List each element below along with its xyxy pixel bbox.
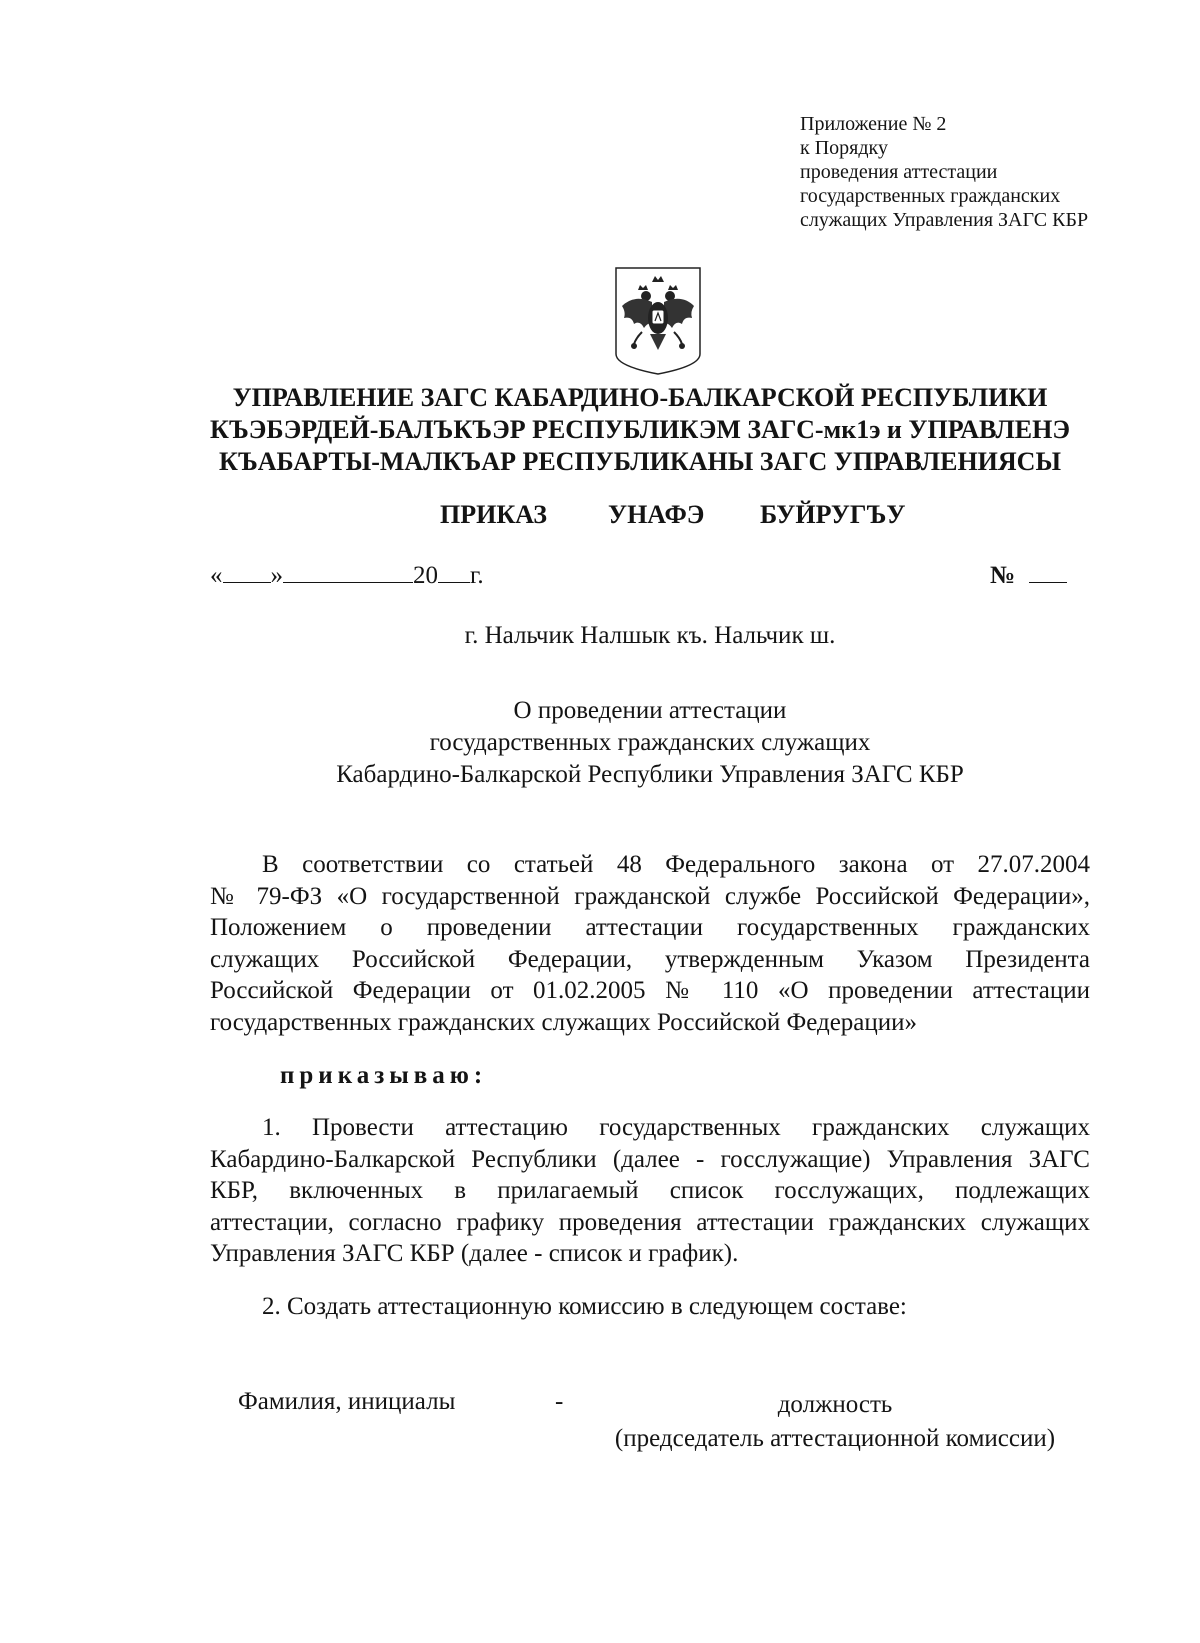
- doc-type-krc: БУЙРУГЪУ: [760, 500, 906, 529]
- appendix-line: к Порядку: [800, 137, 888, 159]
- appendix-line: государственных гражданских: [800, 185, 1061, 207]
- number-label: №: [990, 562, 1016, 589]
- organization-line: УПРАВЛЕНИЕ ЗАГС КАБАРДИНО-БАЛКАРСКОЙ РЕСПУБЛИКИ: [232, 383, 1048, 412]
- year-blank: [438, 560, 470, 583]
- doc-type-ru: ПРИКАЗ: [440, 500, 548, 529]
- item-1-line: аттестации, согласно графику проведения аттестации гражданских служащих: [210, 1208, 1090, 1236]
- commission-position-title: должность: [777, 1391, 893, 1418]
- organization-line: КЪАБАРТЫ-МАЛКЪАР РЕСПУБЛИКАНЫ ЗАГС УПРАВЛЕНИЯСЫ: [218, 447, 1061, 476]
- preamble-line: № 79-ФЗ «О государственной гражданской службе Российской Федерации»,: [210, 882, 1090, 910]
- appendix-note: [800, 112, 1180, 232]
- organization-line: КЪЭБЭРДЕЙ-БАЛЪКЪЭР РЕСПУБЛИКЭМ ЗАГС-мк1э и УПРАВЛЕНЭ: [210, 415, 1070, 444]
- preamble-line: В соответствии со статьей 48 Федерального закона от 27.07.2004: [262, 851, 1090, 878]
- number-line: [990, 560, 1067, 590]
- item-1-line: Управления ЗАГС КБР (далее - список и график).: [210, 1240, 739, 1267]
- order-word: приказываю:: [280, 1062, 488, 1089]
- month-blank: [283, 560, 413, 583]
- commission-member-name: Фамилия, инициалы: [238, 1388, 456, 1415]
- appendix-line: служащих Управления ЗАГС КБР: [800, 209, 1089, 231]
- commission-role: (председатель аттестационной комиссии): [614, 1425, 1056, 1452]
- year-prefix: 20: [413, 562, 438, 589]
- coat-of-arms-icon: [612, 266, 704, 376]
- item-1-line: Кабардино-Балкарской Республики (далее - госслужащие) Управления ЗАГС: [210, 1145, 1090, 1173]
- subject-line: государственных гражданских служащих: [429, 729, 871, 756]
- subject-line: О проведении аттестации: [513, 697, 787, 724]
- date-line: [210, 560, 484, 590]
- appendix-line: Приложение № 2: [800, 113, 947, 135]
- commission-position: [580, 1388, 1090, 1456]
- preamble-line: Российской Федерации от 01.02.2005 № 110 «О проведении аттестации: [210, 977, 1090, 1004]
- preamble-line: служащих Российской Федерации, утвержденным Указом Президента: [210, 945, 1090, 973]
- subject-line: Кабардино-Балкарской Республики Управления ЗАГС КБР: [336, 761, 964, 788]
- preamble-paragraph: [210, 849, 1090, 1038]
- subject-heading: [210, 695, 1090, 791]
- item-2-paragraph: 2. Создать аттестационную комиссию в следующем составе:: [262, 1293, 907, 1320]
- item-1-line: 1. Провести аттестацию государственных гражданских служащих: [262, 1114, 1090, 1141]
- date-close-quote: »: [270, 562, 283, 589]
- preamble-line: государственных гражданских служащих Российской Федерации»: [210, 1008, 918, 1036]
- day-blank: [223, 560, 271, 583]
- number-blank: [1029, 560, 1067, 583]
- commission-dash: -: [555, 1388, 564, 1415]
- city-line: г. Нальчик Налшык къ. Нальчик ш.: [464, 622, 836, 649]
- doc-type-kbd: УНАФЭ: [608, 500, 705, 529]
- appendix-line: проведения аттестации: [800, 161, 998, 183]
- item-1-paragraph: [210, 1112, 1090, 1270]
- item-1-line: КБР, включенных в прилагаемый список госслужащих, подлежащих: [210, 1177, 1090, 1204]
- preamble-line: Положением о проведении аттестации государственных гражданских: [210, 914, 1090, 941]
- date-open-quote: «: [210, 562, 223, 589]
- year-suffix: г.: [470, 562, 484, 589]
- organization-title: [180, 382, 1100, 478]
